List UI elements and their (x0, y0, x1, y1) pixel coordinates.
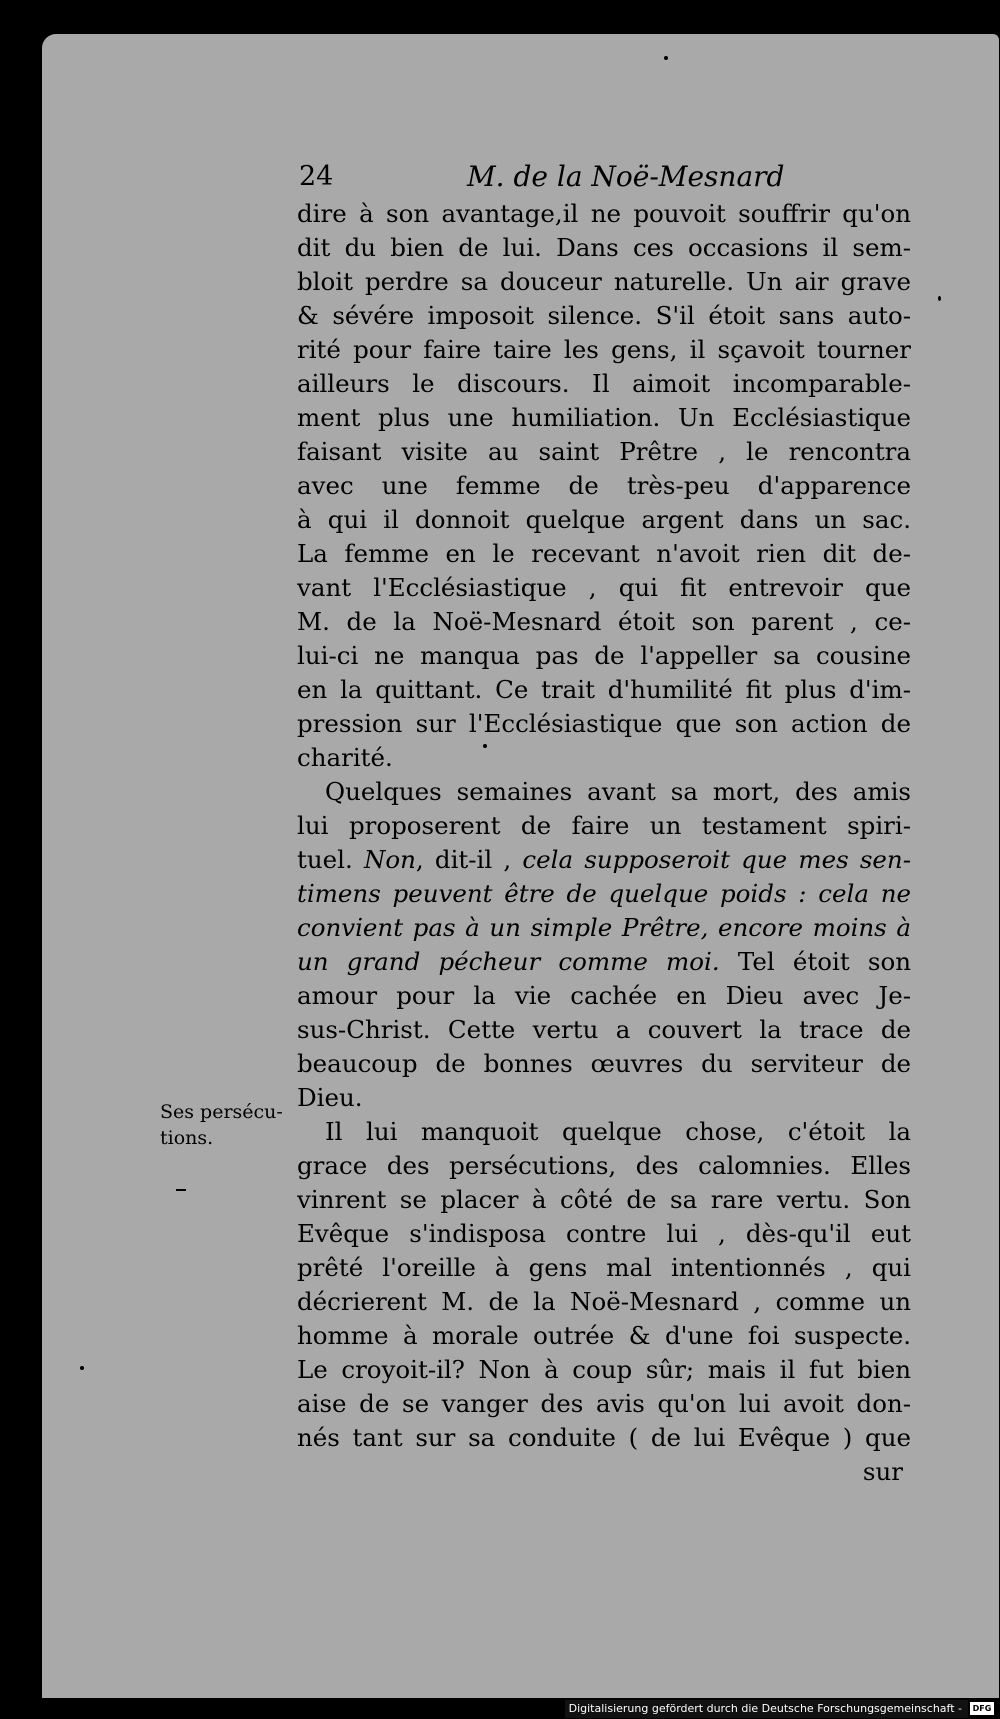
page-body (297, 157, 911, 1489)
italic-run: cela supposeroit que mes sen- (522, 845, 911, 874)
text-line: vant l'Ecclésiastique , qui fit entrevoir que (297, 573, 911, 602)
text-line: pression sur l'Ecclésiastique que son action de (297, 709, 911, 738)
italic-line: convient pas à un simple Prêtre, encore moins à (297, 913, 911, 942)
page-header (297, 157, 911, 197)
text-line: & sévére imposoit silence. S'il étoit sans auto- (297, 301, 911, 330)
text-line: avec une femme de très-peu d'apparence (297, 471, 911, 500)
text-run: , dit-il , (415, 845, 512, 874)
ink-speck (80, 1366, 84, 1370)
text-line: ment plus une humiliation. Un Ecclésiastique (297, 403, 911, 432)
text-line: grace des persécutions, des calomnies. Elles (297, 1151, 911, 1180)
text-line: Le croyoit-il? Non à coup sûr; mais il fut bien (297, 1355, 911, 1384)
ink-speck (938, 296, 941, 301)
text-line: à qui il donnoit quelque argent dans un sac. (297, 505, 911, 534)
text-line: lui proposerent de faire un testament spiri- (297, 811, 911, 840)
ink-speck (664, 56, 668, 60)
text-line: dit du bien de lui. Dans ces occasions il sem- (297, 233, 911, 262)
text-line: Quelques semaines avant sa mort, des amis (325, 777, 911, 806)
text-line: Il lui manquoit quelque chose, c'étoit la (325, 1117, 911, 1146)
text-line: lui-ci ne manqua pas de l'appeller sa cousine (297, 641, 911, 670)
text-line: Dieu. (297, 1083, 363, 1112)
text-line: charité. (297, 743, 393, 772)
text-line: La femme en le recevant n'avoit rien dit de- (297, 539, 911, 568)
text-line: M. de la Noë-Mesnard étoit son parent , ce- (297, 607, 911, 636)
page-number: 24 (299, 161, 334, 192)
margin-note-line: tions. (160, 1127, 214, 1149)
running-head: M. de la Noë-Mesnard (467, 160, 785, 193)
ink-speck (176, 1189, 186, 1191)
text-line: rité pour faire taire les gens, il sçavoit tourner (297, 335, 911, 364)
text-line: aise de se vanger des avis qu'on lui avoit don- (297, 1389, 911, 1418)
text-line: Evêque s'indisposa contre lui , dès-qu'il eut (297, 1219, 911, 1248)
dfg-logo: DFG (970, 1702, 994, 1715)
digitization-credit: Digitalisierung gefördert durch die Deutsche Forschungsgemeinschaft - (565, 1700, 968, 1718)
text-line: sus-Christ. Cette vertu a couvert la trace de (297, 1015, 911, 1044)
italic-run: Non (363, 845, 416, 874)
text-line: prêté l'oreille à gens mal intentionnés , qui (297, 1253, 911, 1282)
text-run: tuel. (297, 845, 353, 874)
margin-note-line: Ses persécu- (160, 1101, 283, 1123)
text-line: ailleurs le discours. Il aimoit incomparable- (297, 369, 911, 398)
margin-note (160, 1099, 285, 1151)
text-line: décrierent M. de la Noë-Mesnard , comme un (297, 1287, 911, 1316)
text-line: faisant visite au saint Prêtre , le rencontra (297, 437, 911, 466)
text-line: en la quittant. Ce trait d'humilité fit plus d'im- (297, 675, 911, 704)
text-line: homme à morale outrée & d'une foi suspecte. (297, 1321, 911, 1350)
text-line: beaucoup de bonnes œuvres du serviteur de (297, 1049, 911, 1078)
italic-run: un grand pécheur comme moi. (297, 947, 720, 976)
text-line (297, 945, 911, 979)
text-line: bloit perdre sa douceur naturelle. Un air grave (297, 267, 911, 296)
text-line: nés tant sur sa conduite ( de lui Evêque ) que (297, 1423, 911, 1452)
text-line: dire à son avantage,il ne pouvoit souffrir qu'on (297, 199, 911, 228)
italic-line: timens peuvent être de quelque poids : cela ne (297, 879, 911, 908)
text-line (297, 843, 911, 877)
text-line: vinrent se placer à côté de sa rare vertu. Son (297, 1185, 911, 1214)
text-run: Tel étoit son (737, 947, 911, 976)
text-line: amour pour la vie cachée en Dieu avec Je- (297, 981, 911, 1010)
catchword: sur (862, 1457, 903, 1486)
